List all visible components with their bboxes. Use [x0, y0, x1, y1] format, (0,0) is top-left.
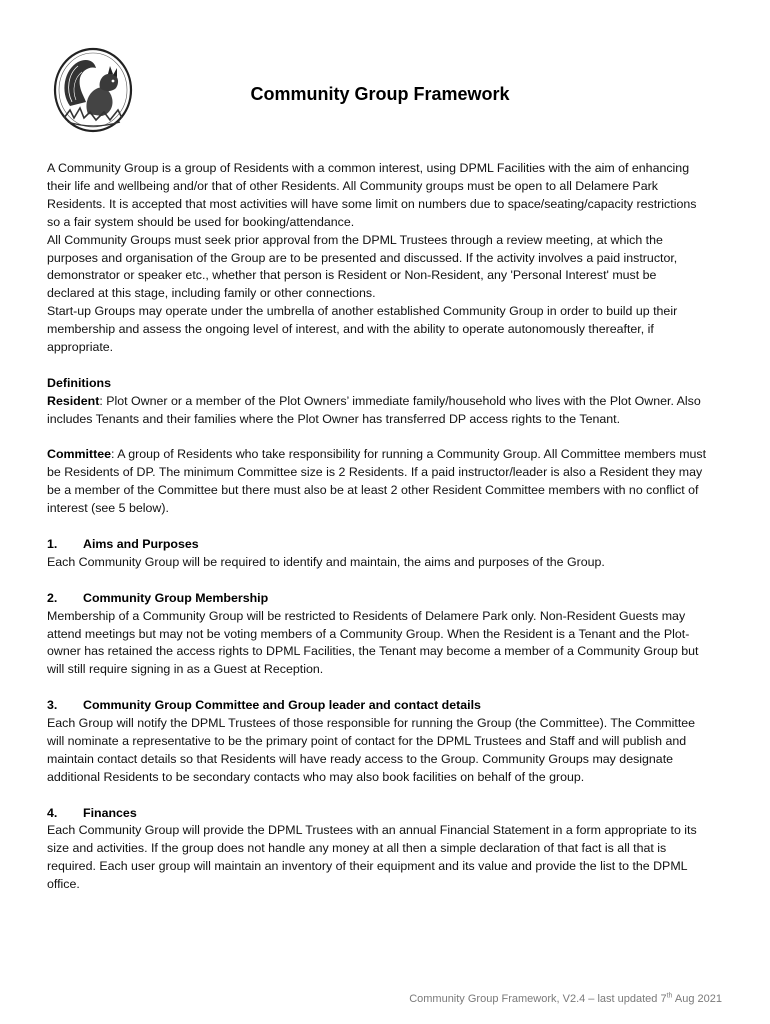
footer-superscript: th	[666, 992, 673, 1000]
intro-paragraph-2: All Community Groups must seek prior approval from the DPML Trustees through a review meeting, at which the purposes and organisation of the Group are to be presented and discussed. If the activity involves a paid instructor, demonstrator or speaker etc., whether that person is Resident or Non-Resident, any 'Personal Interest' must be declared at this stage, including family or other connections.	[47, 232, 678, 301]
definition-text: : A group of Residents who take responsibility for running a Community Group. All Committee members must be Residents of DP. The minimum Committee size is 2 Residents. If a paid instructor/leader is also a Resident they may be a member of the Committee but there must also be at least 2 other Resident Committee members with no conflict of interest (see 5 below).	[47, 447, 707, 516]
definition-term: Resident	[47, 393, 100, 408]
definition-resident	[47, 393, 707, 429]
page-footer	[409, 993, 722, 1005]
section-heading	[47, 536, 707, 554]
definition-committee	[47, 446, 707, 518]
section-number: 3.	[47, 698, 58, 713]
section-text: Each Community Group will be required to identify and maintain, the aims and purposes of the Group.	[47, 554, 605, 569]
intro-paragraph-3: Start-up Groups may operate under the umbrella of another established Community Group in order to build up their membership and assess the ongoing level of interest, and with the ability to operate autonomously thereafter, if appropriate.	[47, 304, 678, 355]
section-number: 1.	[47, 536, 58, 551]
section-heading	[47, 697, 707, 715]
page-title: Community Group Framework	[250, 84, 510, 104]
definition-text: : Plot Owner or a member of the Plot Owners’ immediate family/household who lives with the Plot Owner. Also includes Tenants and their families where the Plot Owner has transferred DP access rights to the Tenant.	[47, 393, 701, 426]
section-text: Each Community Group will provide the DPML Trustees with an annual Financial Statement in a form appropriate to its size and activities. If the group does not handle any money at all then a simple declaration of that fact is all that is required. Each user group will maintain an inventory of their equipment and its value and provide the list to the DPML office.	[47, 823, 697, 892]
footer-text: Community Group Framework, V2.4 – last updated 7	[409, 993, 667, 1005]
footer-date: Aug 2021	[672, 993, 722, 1005]
definitions-heading: Definitions	[47, 375, 112, 390]
section-title: Community Group Membership	[83, 590, 269, 605]
section-title: Aims and Purposes	[83, 536, 199, 551]
section-title: Finances	[83, 805, 137, 820]
section-text: Each Group will notify the DPML Trustees of those responsible for running the Group (the Committee). The Committee will nominate a representative to be the primary point of contact for the DPML Trustees and Staff and will publish and maintain contact details so that Residents will have ready access to the Group. Community Groups may designate additional Residents to be secondary contacts who may also book facilities on behalf of the group.	[47, 716, 696, 784]
section-number: 2.	[47, 590, 58, 605]
intro-paragraph-1: A Community Group is a group of Residents with a common interest, using DPML Facilities with the aim of enhancing their life and wellbeing and/or that of other Residents. All Community groups must be open to all Delamere Park Residents. It is accepted that most activities will have some limit on numbers due to space/seating/capacity restrictions so a fair system should be used for booking/attendance.	[47, 161, 697, 229]
definition-term: Committee	[47, 447, 112, 462]
section-text: Membership of a Community Group will be restricted to Residents of Delamere Park only. Non-Resident Guests may attend meetings but may not be voting members of a Community Group. When the Resident is a Tenant and the Plot-owner has retained the access rights to DPML Facilities, the Tenant may become a member of a Community Group but will still require signing in as a Guest at Reception.	[47, 608, 699, 677]
section-number: 4.	[47, 805, 58, 820]
document-body	[47, 160, 707, 894]
section-heading	[47, 590, 707, 608]
section-heading	[47, 805, 707, 823]
section-title: Community Group Committee and Group leader and contact details	[83, 698, 481, 713]
